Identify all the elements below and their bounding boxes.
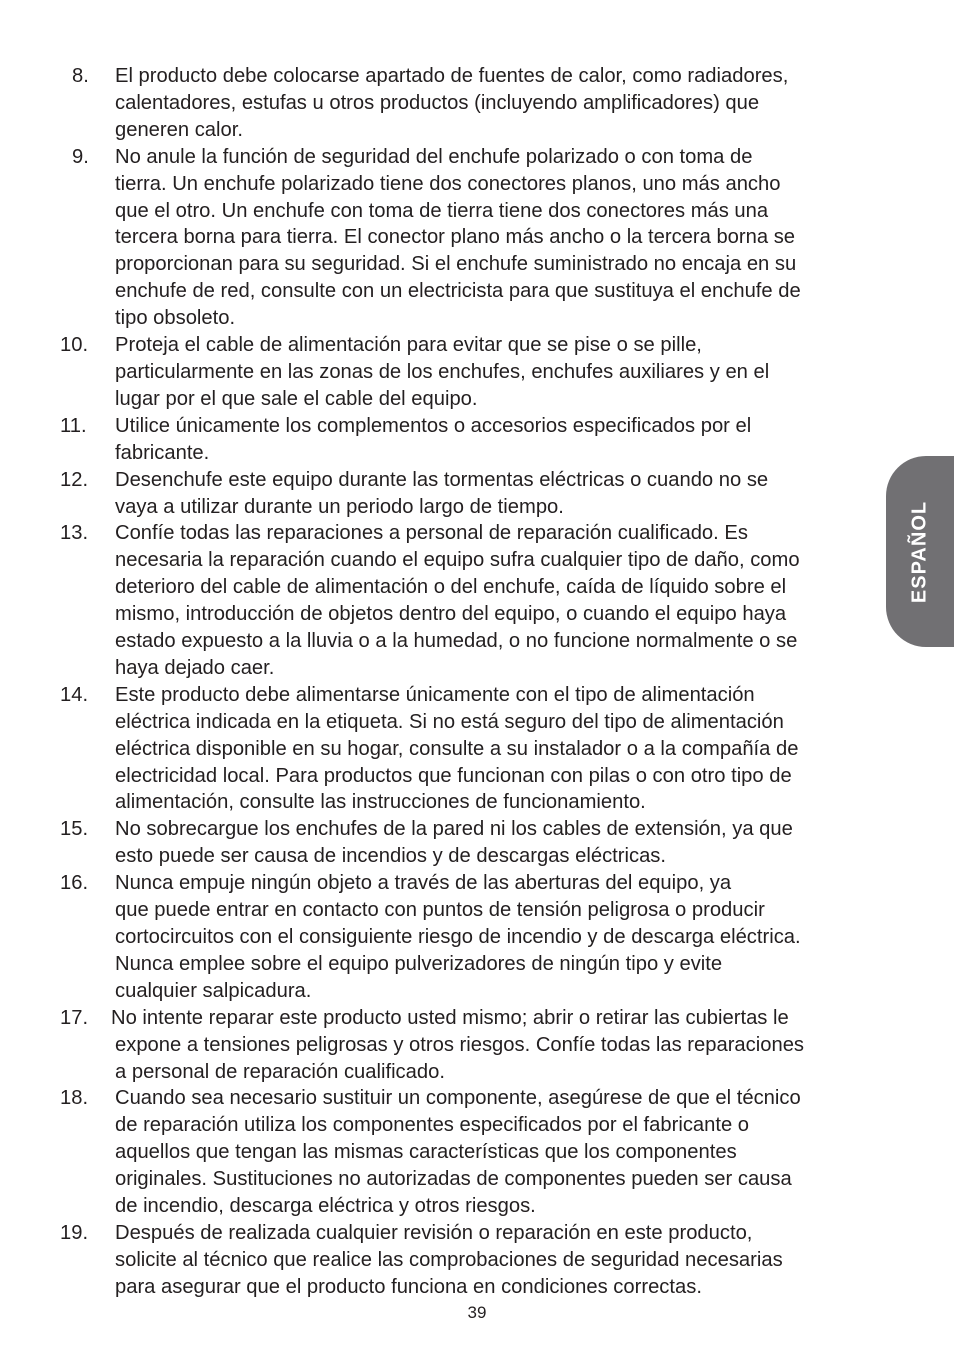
list-item-line: No intente reparar este producto usted mismo; abrir o retirar las cubiertas le [111,1006,789,1029]
list-item-line: Confíe todas las reparaciones a personal de reparación cualificado. Es [115,522,748,545]
list-item-line: para asegurar que el producto funciona en condiciones correctas. [115,1275,702,1298]
list-item-line: alimentación, consulte las instrucciones de funcionamiento. [115,791,646,814]
list-item [60,413,890,467]
list-item [60,332,890,413]
list-item-line: de incendio, descarga eléctrica y otros riesgos. [115,1195,536,1218]
list-item-line: tipo obsoleto. [115,307,236,330]
list-item-line: enchufe de red, consulte con un electricista para que sustituya el enchufe de [115,280,801,303]
list-item-line: El producto debe colocarse apartado de fuentes de calor, como radiadores, [115,65,789,87]
list-item-number: 17. [60,1006,89,1029]
list-item-line: cortocircuitos con el consiguiente riesgo de incendio y de descarga eléctrica. [115,926,801,948]
list-item-number: 12. [60,468,89,491]
list-item-line: Este producto debe alimentarse únicamente con el tipo de alimentación [115,683,755,706]
list-item-line: Después de realizada cualquier revisión o reparación en este producto, [115,1221,753,1244]
list-item-line: cualquier salpicadura. [115,979,312,1002]
list-item [60,63,890,144]
list-item-line: Nunca empuje ningún objeto a través de las aberturas del equipo, ya [115,872,732,895]
list-item-line: a personal de reparación cualificado. [115,1060,445,1083]
list-item [60,870,890,1005]
list-item-number: 15. [60,818,89,841]
list-item-line: No anule la función de seguridad del enchufe polarizado o con toma de [115,145,753,168]
list-item-line: estado expuesto a la lluvia o a la humedad, o no funcione normalmente o se [115,630,798,653]
list-item-number: 19. [60,1221,89,1244]
list-item-number: 18. [60,1087,89,1110]
list-item [60,816,890,870]
list-item-line: de reparación utiliza los componentes especificados por el fabricante o [115,1114,750,1137]
list-item-number: 13. [60,522,89,545]
list-item-line: que el otro. Un enchufe con toma de tierra tiene dos conectores más una [115,199,769,222]
list-item-line: lugar por el que sale el cable del equipo. [115,387,478,410]
list-item-line: Cuando sea necesario sustituir un componente, asegúrese de que el técnico [115,1087,801,1110]
list-item-line: que puede entrar en contacto con puntos de tensión peligrosa o producir [115,899,765,922]
list-item [60,1005,890,1086]
list-item-line: esto puede ser causa de incendios y de descargas eléctricas. [115,845,666,868]
list-item-line: eléctrica indicada en la etiqueta. Si no está seguro del tipo de alimentación [115,710,784,733]
language-tab-label: ESPAÑOL [908,500,931,603]
list-item-line: Utilice únicamente los complementos o accesorios especificados por el [115,414,752,437]
list-item-line: tierra. Un enchufe polarizado tiene dos conectores planos, uno más ancho [115,172,781,195]
list-item [60,467,890,521]
list-item-line: originales. Sustituciones no autorizadas de componentes pueden ser causa [115,1168,792,1191]
language-tab [886,456,954,647]
list-item-line: deterioro del cable de alimentación o del enchufe, caída de líquido sobre el [115,576,787,599]
list-item [60,1085,890,1220]
list-item-line: mismo, introducción de objetos dentro del equipo, o cuando el equipo haya [115,603,787,626]
list-item-line: expone a tensiones peligrosas y otros riesgos. Confíe todas las reparaciones [115,1033,805,1056]
list-item-line: solicite al técnico que realice las comprobaciones de seguridad necesarias [115,1248,783,1271]
list-item-line: vaya a utilizar durante un periodo largo de tiempo. [115,495,564,518]
list-item [60,520,890,681]
list-item-line: particularmente en las zonas de los enchufes, enchufes auxiliares y en el [115,360,770,383]
page-number: 39 [467,1303,487,1322]
list-item-line: tercera borna para tierra. El conector plano más ancho o la tercera borna se [115,226,796,249]
list-item-number: 16. [60,872,89,895]
safety-instructions-list [60,63,890,1301]
list-item-line: haya dejado caer. [115,656,275,679]
list-item-number: 9. [72,145,89,168]
list-item-line: electricidad local. Para productos que funcionan con pilas o con otro tipo de [115,764,792,787]
list-item-line: necesaria la reparación cuando el equipo sufra cualquier tipo de daño, como [115,549,800,572]
list-item [60,144,890,332]
list-item-number: 8. [72,65,89,87]
list-item-line: eléctrica disponible en su hogar, consulte a su instalador o a la compañía de [115,737,799,760]
list-item [60,682,890,817]
list-item-line: generen calor. [115,118,243,141]
list-item-line: Proteja el cable de alimentación para evitar que se pise o se pille, [115,334,702,357]
list-item-line: calentadores, estufas u otros productos (incluyendo amplificadores) que [115,91,760,114]
list-item [60,1220,890,1301]
list-item-line: No sobrecargue los enchufes de la pared ni los cables de extensión, ya que [115,818,793,841]
list-item-number: 11. [60,414,87,437]
list-item-line: aquellos que tengan las mismas características que los componentes [115,1141,737,1164]
list-item-number: 14. [60,683,89,706]
list-item-line: fabricante. [115,441,210,464]
list-item-line: Desenchufe este equipo durante las tormentas eléctricas o cuando no se [115,468,769,491]
list-item-line: proporcionan para su seguridad. Si el enchufe suministrado no encaja en su [115,253,797,276]
list-item-number: 10. [60,334,89,357]
list-item-line: Nunca emplee sobre el equipo pulverizadores de ningún tipo y evite [115,952,723,975]
